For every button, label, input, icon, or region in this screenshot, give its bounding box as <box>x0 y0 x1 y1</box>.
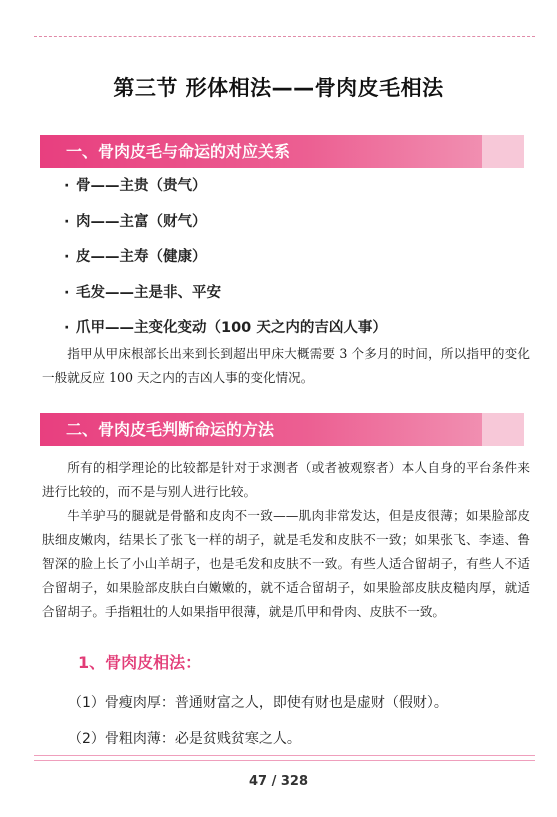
bullet-dot: · <box>64 178 70 194</box>
page-number: 47 / 328 <box>248 774 309 789</box>
method-item: （1）骨瘦肉厚：普通财富之人，即使有财也是虚财（假财）。 <box>68 695 448 711</box>
bullet-dot: · <box>64 213 70 230</box>
section-2-heading: 二、骨肉皮毛判断命运的方法 <box>66 420 275 439</box>
list-item: · 骨——主贵（贵气） <box>64 178 207 194</box>
section-2-banner <box>40 413 524 446</box>
example-paragraph: 牛羊驴马的腿就是骨骼和皮肉不一致——肌肉非常发达，但是皮很薄；如果脸部皮肤细皮嫩肉，结果长了张飞一样的胡子，就是毛发和皮肤不一致；如果张飞、李逵、鲁智深的脸上长了小山羊胡子，也是毛发和皮肤不一致。有些人适合留胡子，有些人不适合留胡子，如果脸部皮肤白白嫩嫩的，就不适合留胡子，如果脸部皮肤皮糙肉厚，就适合留胡子。手指粗壮的人如果指甲很薄，就是爪甲和骨肉、皮肤不一致。 <box>42 508 531 619</box>
section-1-banner <box>40 135 524 168</box>
relation-list <box>64 174 387 352</box>
list-item: · 爪甲——主变化变动（100 天之内的吉凶人事） <box>64 320 387 336</box>
section-1-heading: 一、骨肉皮毛与命运的对应关系 <box>66 142 291 161</box>
top-dashed-rule <box>34 36 535 37</box>
comparison-paragraph: 所有的相学理论的比较都是针对于求测者（或者被观察者）本人自身的平台条件来进行比较的，而不是与别人进行比较。 <box>42 460 531 499</box>
bullet-dot: · <box>64 249 70 265</box>
subheading: 1、骨肉皮相法： <box>78 653 202 672</box>
bottom-rule <box>34 760 535 761</box>
page-title: 第三节 形体相法——骨肉皮毛相法 <box>113 76 444 100</box>
list-item: · 毛发——主是非、平安 <box>64 284 221 301</box>
bullet-dot: · <box>64 284 70 301</box>
nail-paragraph: 指甲从甲床根部长出来到长到超出甲床大概需要 3 个多月的时间，所以指甲的变化一般就反应 100 天之内的吉凶人事的变化情况。 <box>42 346 530 385</box>
bullet-dot: · <box>64 320 70 336</box>
list-item: · 肉——主富（财气） <box>64 213 207 230</box>
method-item: （2）骨粗肉薄：必是贫贱贫寒之人。 <box>68 731 301 747</box>
bottom-rule <box>34 755 535 756</box>
list-item: · 皮——主寿（健康） <box>64 249 207 265</box>
banner-accent <box>482 413 524 446</box>
banner-accent <box>482 135 524 168</box>
